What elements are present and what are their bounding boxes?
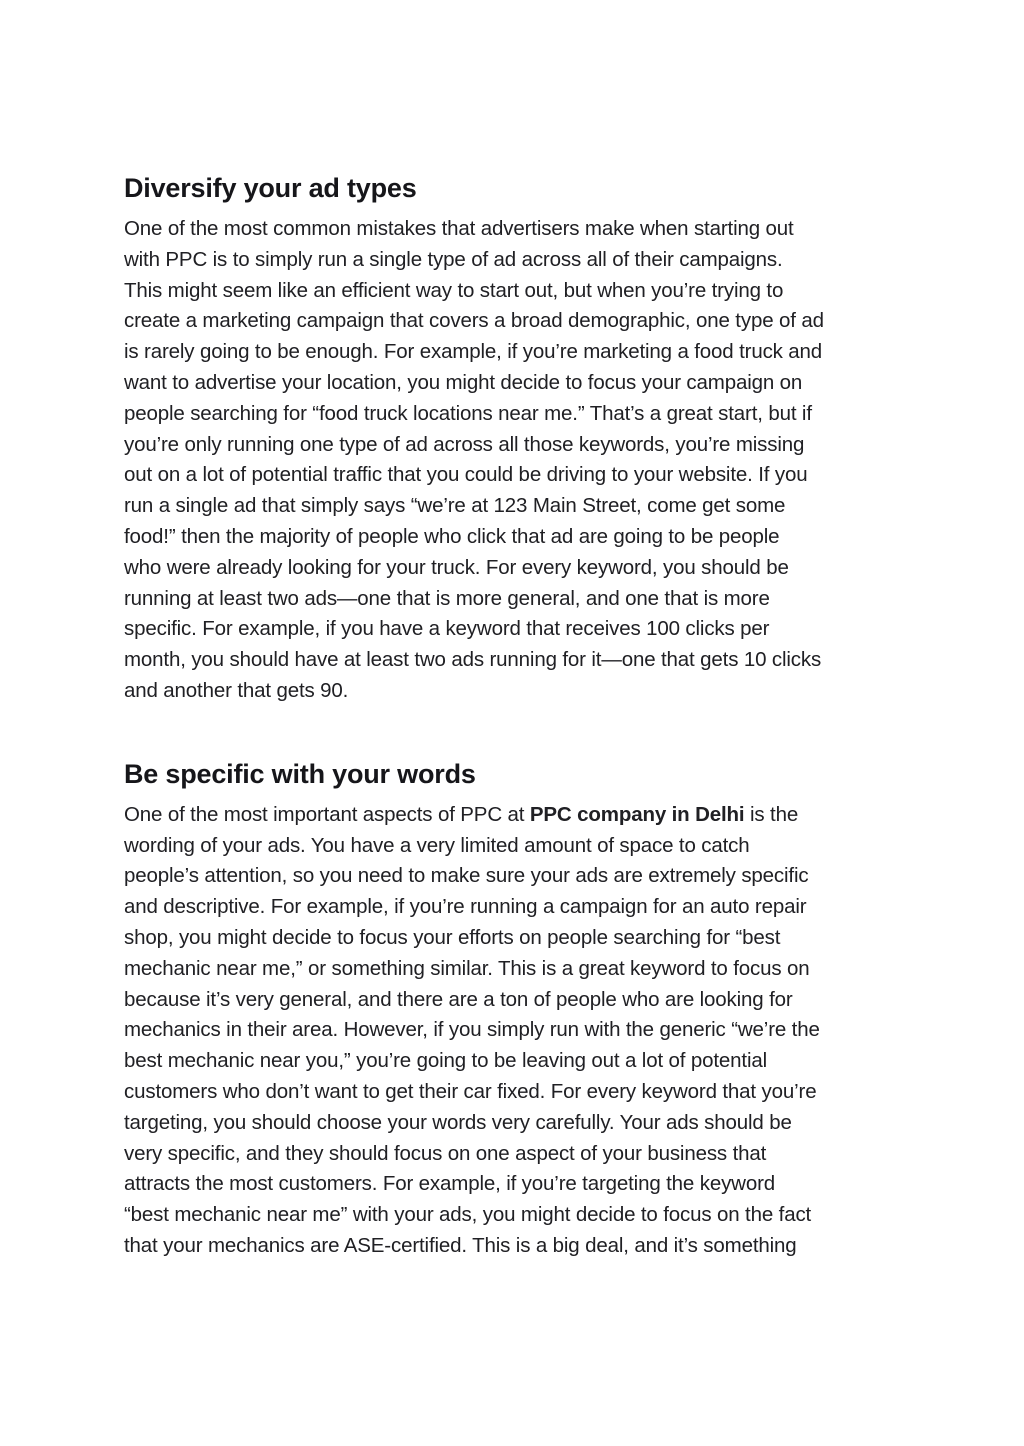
paragraph-text-rest: is the wording of your ads. You have a very limited amount of space to catch people’s attention, so you need to make sure your ads are extremely specific and descriptive. For example, if you’re running a campaign for an auto repair shop, you might decide to focus your efforts on people searching for “best mechanic near me,” or something similar. This is a great keyword to focus on because it’s very general, and there are a ton of people who are looking for mechanics in their area. However, if you simply run with the generic “we’re the best mechanic near you,” you’re going to be leaving out a lot of potential customers who don’t want to get their car fixed. For every keyword that you’re targeting, you should choose your words very carefully. Your ads should be very specific, and they should focus on one aspect of your business that attracts the most customers. For example, if you’re targeting the keyword “best mechanic near me” with your ads, you might decide to focus on the fact that your mechanics are ASE-certified. This is a big deal, and it’s something xyxy=(124,802,820,1257)
section-heading: Be specific with your words xyxy=(124,758,476,789)
document-page xyxy=(124,170,904,1262)
section-paragraph xyxy=(124,800,904,1262)
section-diversify-ad-types xyxy=(124,170,904,707)
section-heading: Diversify your ad types xyxy=(124,173,417,203)
bold-keyword: PPC company in Delhi xyxy=(529,802,745,826)
section-be-specific xyxy=(124,756,904,1262)
paragraph-text-start: One of the most important aspects of PPC at xyxy=(124,802,530,826)
section-paragraph: One of the most common mistakes that advertisers make when starting out with PPC is to simply run a single type of ad across all of their campaigns. This might seem like an efficient way to start out, but when you’re trying to create a marketing campaign that covers a broad demographic, one type of ad is rarely going to be enough. For example, if you’re marketing a food truck and want to advertise your location, you might decide to focus your campaign on people searching for “food truck locations near me.” That’s a great start, but if you’re only running one type of ad across all those keywords, you’re missing out on a lot of potential traffic that you could be driving to your website. If you run a single ad that simply says “we’re at 123 Main Street, come get some food!” then the majority of people who click that ad are going to be people who were already looking for your truck. For every keyword, you should be running at least two ads—one that is more general, and one that is more specific. For example, if you have a keyword that receives 100 clicks per month, you should have at least two ads running for it—one that gets 10 clicks and another that gets 90. xyxy=(124,217,824,702)
